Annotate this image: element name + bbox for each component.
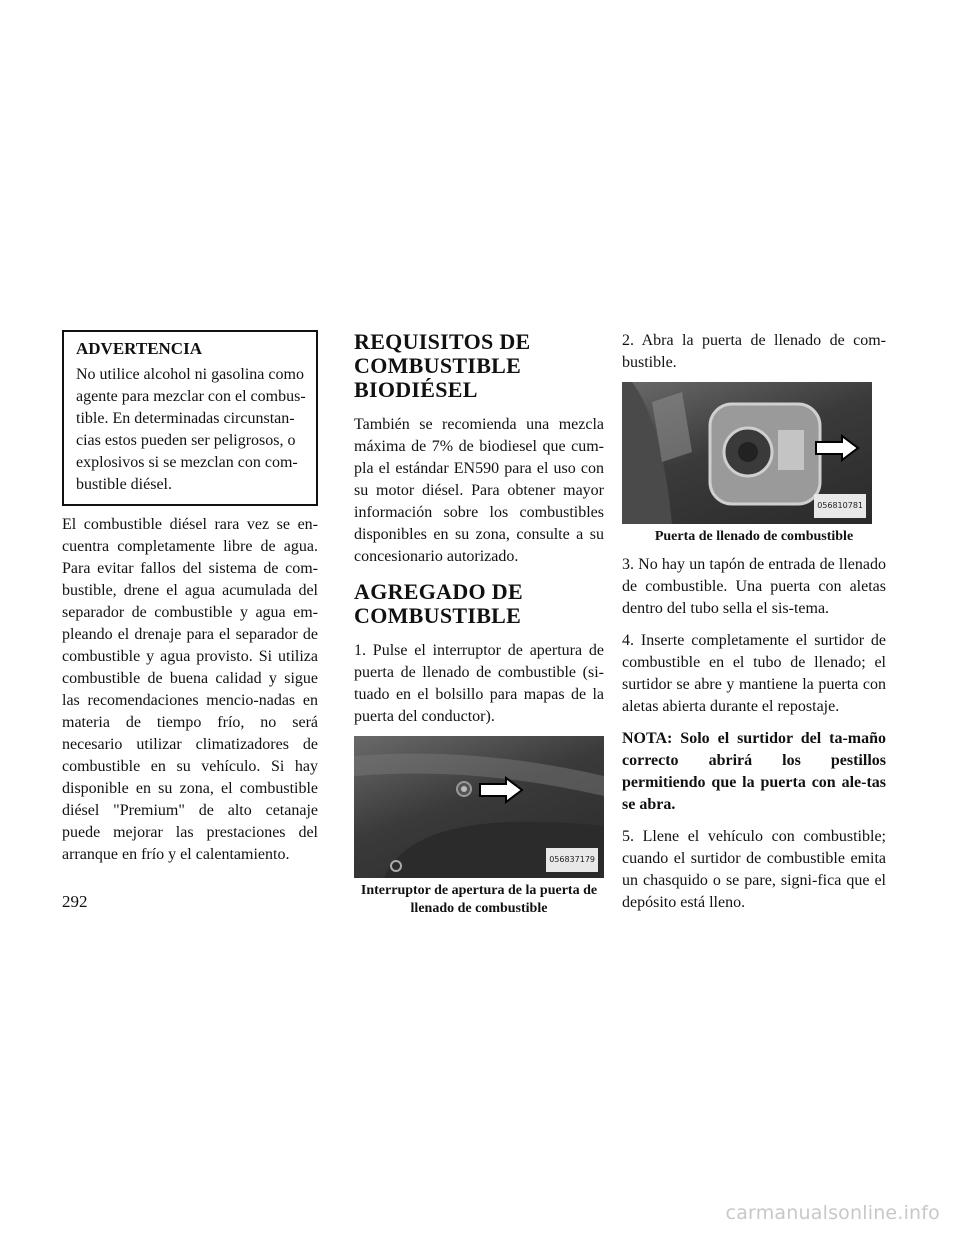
figure-caption: Interruptor de apertura de la puerta de llenado de combustible bbox=[360, 883, 598, 916]
watermark: carmanualsonline.info bbox=[725, 1202, 940, 1224]
note: NOTA: Solo el surtidor del ta-maño correcto abrirá los pestillos permitiendo que la puerta con ale-tas se abra. bbox=[622, 730, 886, 813]
fuel-door-switch-figure bbox=[354, 736, 604, 878]
step-5: 5. Llene el vehículo con combustible; cuando el surtidor de combustible emita un chasquido o se pare, signi-fica que el depósito está lleno. bbox=[622, 828, 886, 911]
warning-text: No utilice alcohol ni gasolina como agente para mezclar con el combus-tible. En determinadas circunstan-cias estos pueden ser peligrosos, o explosivos si se mezclan con com-bustible diésel. bbox=[76, 366, 306, 493]
arrow-right-icon bbox=[814, 434, 860, 462]
figure-caption: Puerta de llenado de combustible bbox=[654, 529, 854, 544]
step-1: 1. Pulse el interruptor de apertura de puerta de llenado de combustible (si-tuado en el bolsillo para mapas de la puerta del conductor). bbox=[354, 642, 604, 725]
arrow-right-icon bbox=[478, 776, 524, 804]
warning-box bbox=[62, 330, 318, 506]
heading-biodiesel: REQUISITOS DE COMBUSTIBLE BIODIÉSEL bbox=[354, 329, 531, 402]
column-left bbox=[62, 330, 318, 866]
heading-refueling: AGREGADO DE COMBUSTIBLE bbox=[354, 579, 523, 628]
diesel-water-paragraph: El combustible diésel rara vez se en-cuentra completamente libre de agua. Para evitar fallos del sistema de com-bustible, drene el agua acumulada del separador de combustible y agua em-pleando el drenaje para el separador de combustible y agua provisto. Si utiliza combustible de buena calidad y sigue las recomendaciones mencio-nadas en materia de tiempo frío, no será necesario utilizar climatizadores de combustible en su vehículo. Si hay disponible en su zona, el combustible diésel "Premium" de alto cetanaje puede mejorar las prestaciones del arranque en frío y el calentamiento. bbox=[62, 516, 318, 863]
fuel-filler-door-figure bbox=[622, 382, 872, 524]
step-2: 2. Abra la puerta de llenado de com-bustible. bbox=[622, 332, 886, 371]
step-4: 4. Inserte completamente el surtidor de combustible en el tubo de llenado; el surtidor se abre y mantiene la puerta con aletas abierta durante el repostaje. bbox=[622, 632, 886, 715]
page-number: 292 bbox=[62, 892, 88, 911]
column-middle bbox=[354, 330, 604, 918]
biodiesel-paragraph: También se recomienda una mezcla máxima de 7% de biodiesel que cum-pla el estándar EN590 para el uso con su motor diésel. Para obtener mayor información sobre los combustibles disponibles en su zona, consulte a su concesionario autorizado. bbox=[354, 416, 604, 565]
figure-code: 056810781 bbox=[814, 494, 866, 518]
step-3: 3. No hay un tapón de entrada de llenado de combustible. Una puerta con aletas dentro del tubo sella el sis-tema. bbox=[622, 556, 886, 617]
warning-title: ADVERTENCIA bbox=[76, 339, 202, 358]
column-right bbox=[622, 330, 886, 914]
figure-code: 056837179 bbox=[546, 848, 598, 872]
